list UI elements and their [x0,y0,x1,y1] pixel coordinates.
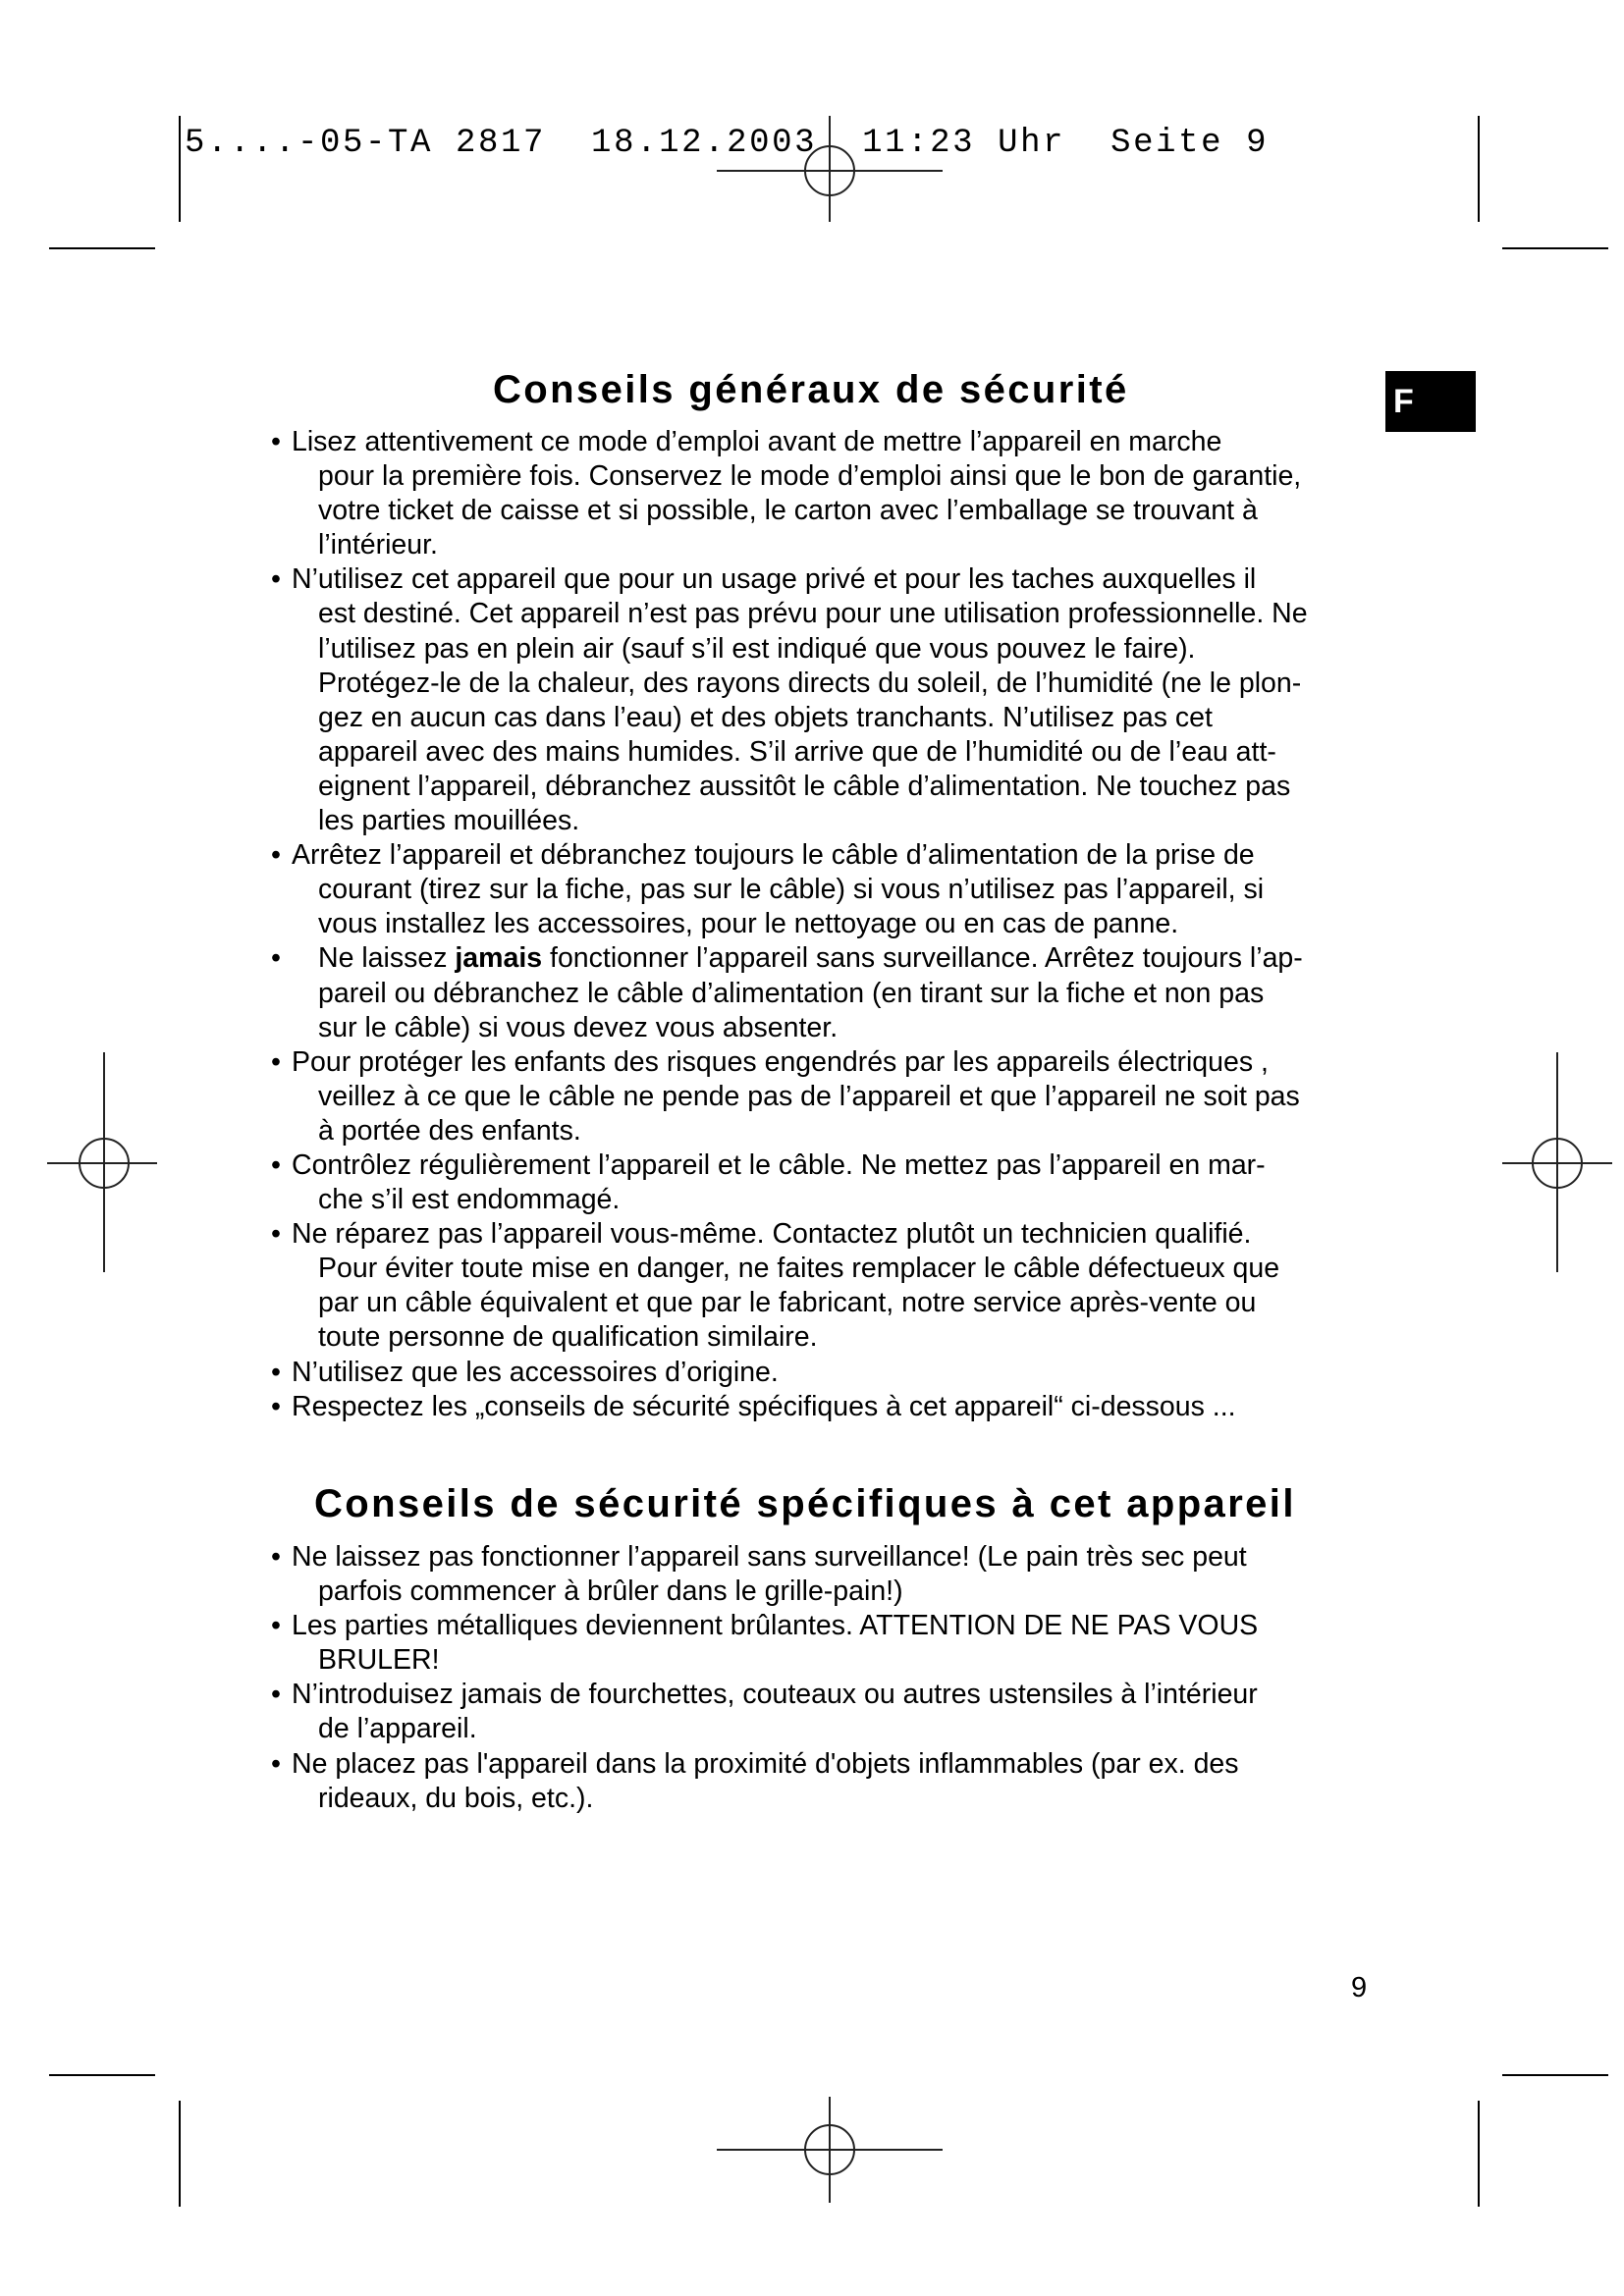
safety-list-specific [271,1540,1380,1816]
crop-mark [1502,2074,1608,2076]
bullet: • [271,1679,281,1711]
registration-mark-icon [1502,1052,1620,1272]
crop-mark [1478,116,1480,222]
list-item-line: eignent l’appareil, débranchez aussitôt le câble d’alimentation. Ne touchez pas [318,770,1291,802]
list-item [271,838,1380,941]
list-item-line: Pour éviter toute mise en danger, ne faites remplacer le câble défectueux que [318,1253,1280,1285]
list-item-first-line: Ne réparez pas l’appareil vous-même. Contactez plutôt un technicien qualifié. [292,1218,1252,1251]
bullet: • [271,942,281,975]
bullet: • [271,1747,281,1780]
list-item-line: les parties mouillées. [318,805,580,837]
language-tab: F [1385,371,1476,432]
crop-mark [179,2101,181,2207]
bullet: • [271,1541,281,1573]
list-item-line: par un câble équivalent et que par le fabricant, notre service après-vente ou [318,1287,1257,1319]
list-item-line: votre ticket de caisse et si possible, le carton avec l’emballage se trouvant à [318,495,1258,527]
list-item-line: parfois commencer à brûler dans le grille-pain!) [318,1575,903,1608]
list-item-line: toute personne de qualification similaire. [318,1321,818,1354]
list-item-first-line: Ne laissez jamais fonctionner l’appareil sans surveillance. Arrêtez toujours l’ap- [318,942,1303,975]
print-header: 5....-05-TA 2817 18.12.2003 11:23 Uhr Seite 9 [185,125,1270,162]
list-item-line: est destiné. Cet appareil n’est pas prévu pour une utilisation professionnelle. Ne [318,598,1308,630]
list-item-first-line: Ne placez pas l'appareil dans la proximité d'objets inflammables (par ex. des [292,1747,1239,1780]
list-item [271,1148,1380,1217]
list-item [271,1217,1380,1355]
list-item-line: l’intérieur. [318,529,438,561]
bullet: • [271,1390,281,1422]
list-item-line: courant (tirez sur la fiche, pas sur le câble) si vous n’utilisez pas l’appareil, si [318,874,1265,906]
crop-mark [49,247,155,249]
list-item-line: che s’il est endommagé. [318,1184,621,1216]
list-item [271,1678,1380,1746]
list-item-line: vous installez les accessoires, pour le nettoyage ou en cas de panne. [318,908,1179,940]
list-item-first-line: Pour protéger les enfants des risques engendrés par les appareils électriques , [292,1045,1269,1078]
list-item [271,562,1380,838]
list-item-first-line: Arrêtez l’appareil et débranchez toujours le câble d’alimentation de la prise de [292,839,1255,872]
list-item-first-line: Lisez attentivement ce mode d’emploi avant de mettre l’appareil en marche [292,426,1222,457]
list-item-line: veillez à ce que le câble ne pende pas de l’appareil et que l’appareil ne soit pas [318,1080,1300,1112]
list-item [271,941,1380,1044]
emphasis: jamais [455,942,543,975]
list-item-line: appareil avec des mains humides. S’il arrive que de l’humidité ou de l’eau att- [318,735,1276,768]
crop-mark [49,2074,155,2076]
list-item-first-line: Les parties métalliques deviennent brûlantes. ATTENTION DE NE PAS VOUS [292,1610,1259,1642]
list-item [271,1390,1380,1424]
list-item [271,1045,1380,1148]
list-item-line: Protégez-le de la chaleur, des rayons directs du soleil, de l’humidité (ne le plon- [318,667,1302,699]
safety-list-general [271,425,1380,1424]
section-title-specific: Conseils de sécurité spécifiques à cet appareil [314,1482,1296,1525]
crop-mark [1502,247,1608,249]
bullet: • [271,1610,281,1642]
registration-mark-icon [717,2097,943,2205]
list-item-first-line: N’introduisez jamais de fourchettes, couteaux ou autres ustensiles à l’intérieur [292,1679,1258,1711]
crop-mark [1478,2101,1480,2207]
bullet: • [271,839,281,872]
list-item-line: rideaux, du bois, etc.). [318,1782,594,1814]
bullet: • [271,1218,281,1251]
list-item-line: l’utilisez pas en plein air (sauf s’il est indiqué que vous pouvez le faire). [318,632,1196,665]
bullet: • [271,426,281,457]
bullet: • [271,1356,281,1388]
bullet: • [271,1148,281,1181]
list-item-line: pareil ou débranchez le câble d’alimentation (en tirant sur la fiche et non pas [318,977,1265,1009]
registration-mark-icon [47,1052,165,1272]
list-item-line: sur le câble) si vous devez vous absenter. [318,1011,839,1043]
list-item-first-line: N’utilisez que les accessoires d’origine. [292,1356,779,1388]
bullet: • [271,563,281,596]
list-item-first-line: Ne laissez pas fonctionner l’appareil sans surveillance! (Le pain très sec peut [292,1541,1247,1573]
list-item-line: gez en aucun cas dans l’eau) et des objets tranchants. N’utilisez pas cet [318,701,1213,733]
list-item-line: à portée des enfants. [318,1114,581,1147]
list-item [271,1356,1380,1390]
page-number: 9 [1351,1972,1368,2003]
section-title-general: Conseils généraux de sécurité [493,368,1129,411]
list-item [271,1540,1380,1609]
list-item-line: de l’appareil. [318,1713,477,1745]
list-item [271,1747,1380,1816]
bullet: • [271,1045,281,1078]
list-item [271,425,1380,562]
list-item-first-line: N’utilisez cet appareil que pour un usage privé et pour les taches auxquelles il [292,563,1257,596]
list-item-line: BRULER! [318,1644,440,1677]
list-item-first-line: Respectez les „conseils de sécurité spécifiques à cet appareil“ ci-dessous ... [292,1390,1236,1422]
list-item-line: pour la première fois. Conservez le mode d’emploi ainsi que le bon de garantie, [318,460,1302,493]
list-item [271,1609,1380,1678]
crop-mark [179,116,181,222]
list-item-first-line: Contrôlez régulièrement l’appareil et le câble. Ne mettez pas l’appareil en mar- [292,1148,1266,1181]
